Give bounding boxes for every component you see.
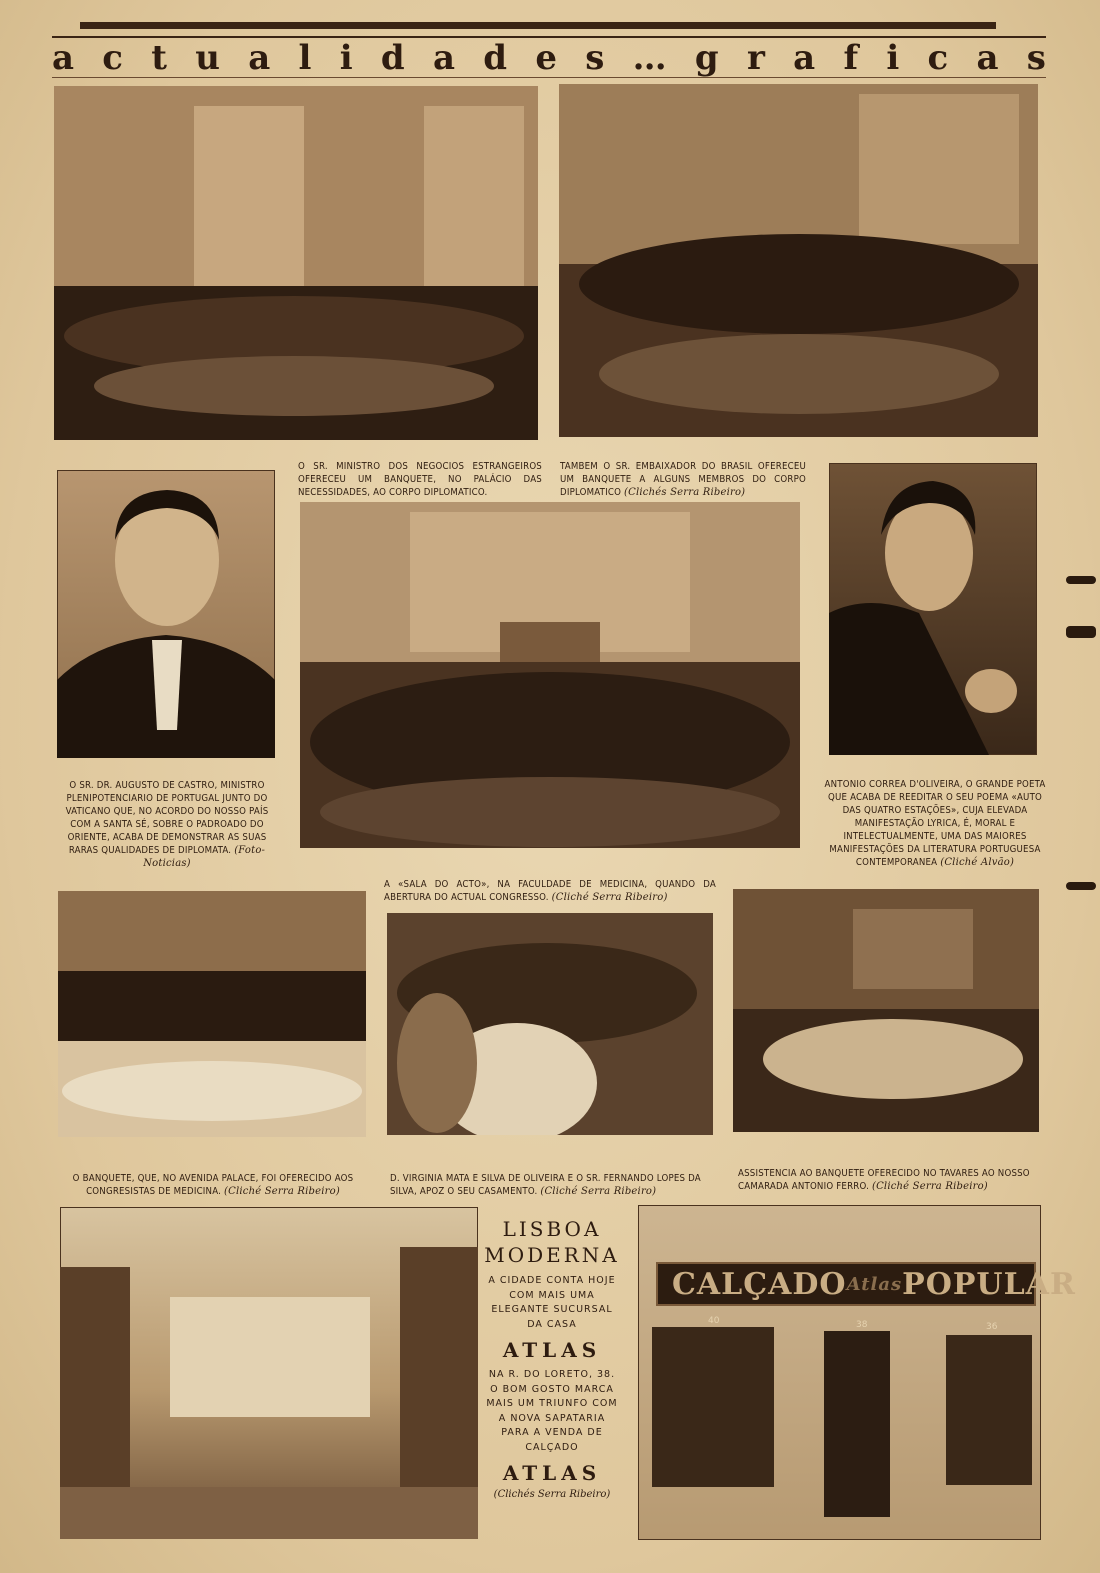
caption-text: O BANQUETE, QUE, NO AVENIDA PALACE, FOI OFERECIDO AOS CONGRESISTAS DE MEDICINA.: [72, 1173, 354, 1197]
masthead-letter: u: [195, 38, 220, 78]
street-number: 36: [986, 1322, 998, 1332]
sign-logo-text: Atlas: [846, 1273, 903, 1295]
masthead-letter: …: [632, 38, 667, 78]
masthead-letter: a: [432, 38, 455, 78]
ad-text: NA R. DO LORETO, 38. O BOM GOSTO MARCA MAIS UM TRIUNFO COM A NOVA SAPATARIA PARA A VENDA DE CALÇADO: [486, 1369, 618, 1453]
page-tear-mark: [1066, 882, 1096, 890]
photo-credit: (Clichés Serra Ribeiro): [493, 1489, 611, 1500]
photo-augusto-castro-portrait: [57, 470, 275, 758]
caption-tavares-banquet: [738, 1167, 1048, 1193]
masthead-letter: d: [483, 38, 508, 78]
masthead-letter: f: [843, 38, 859, 78]
photo-wedding: [387, 913, 713, 1135]
masthead-letter: i: [339, 38, 353, 78]
photo-credit: (Clichés Serra Ribeiro): [624, 487, 746, 498]
page-tear-mark: [1066, 626, 1096, 638]
caption-sala-do-acto: [384, 878, 716, 904]
photo-credit: (Cliché Serra Ribeiro): [551, 892, 668, 903]
masthead-letter: a: [248, 38, 271, 78]
atlas-advertisement: [484, 1210, 620, 1540]
photo-tavares-banquet: [733, 889, 1039, 1132]
caption-text: D. VIRGINIA MATA E SILVA DE OLIVEIRA E O SR. FERNANDO LOPES DA SILVA, APOZ O SEU CASAMENTO.: [390, 1173, 701, 1197]
masthead-letter: i: [886, 38, 900, 78]
photo-avenida-palace-banquet: [58, 891, 366, 1137]
photo-atlas-storefront: [638, 1205, 1041, 1540]
photo-credit: (Foto-Noticias): [143, 845, 266, 869]
masthead-letter: c: [102, 38, 123, 78]
caption-text: A «SALA DO ACTO», NA FACULDADE DE MEDICINA, QUANDO DA ABERTURA DO ACTUAL CONGRESSO.: [384, 879, 716, 903]
sign-text: POPULAR: [902, 1266, 1076, 1302]
caption-text: ANTONIO CORREA D'OLIVEIRA, O GRANDE POETA QUE ACABA DE REEDITAR O SEU POEMA «AUTO DAS QUATRO ESTAÇÕES», CUJA ELEVADA MANIFESTAÇÃO LYRICA, É, MORAL E INTELECTUALMENTE, UMA DAS MAIORES MANIFESTAÇÕES DA LITERATURA PORTUGUESA CONTEMPORANEA: [824, 779, 1046, 868]
ad-title-line: LISBOA: [502, 1217, 602, 1241]
masthead-letter: t: [151, 38, 167, 78]
masthead-letter: s: [585, 38, 605, 78]
masthead-letter: g: [694, 38, 719, 78]
ad-title-line: MODERNA: [484, 1243, 620, 1267]
masthead-letter: l: [298, 38, 312, 78]
street-number: 38: [856, 1320, 868, 1330]
masthead-letter: a: [793, 38, 816, 78]
ad-title: [484, 1216, 620, 1268]
masthead-letter: d: [380, 38, 405, 78]
photo-atlas-shop-interior: [60, 1207, 478, 1539]
caption-text: O SR. MINISTRO DOS NEGOCIOS ESTRANGEIROS OFERECEU UM BANQUETE, NO PALÁCIO DAS NECESSIDADES, AO CORPO DIPLOMATICO.: [298, 461, 542, 498]
sign-text: CALÇADO: [672, 1266, 847, 1302]
photo-ministry-banquet: [54, 86, 538, 440]
top-rule: [80, 22, 996, 29]
ad-brand: ATLAS: [502, 1461, 602, 1485]
caption-antonio-correa-oliveira: [820, 778, 1050, 869]
masthead-letter: s: [1026, 38, 1046, 78]
caption-text: TAMBEM O SR. EMBAIXADOR DO BRASIL OFERECEU UM BANQUETE A ALGUNS MEMBROS DO CORPO DIPLOMATICO: [560, 461, 806, 498]
photo-credit: (Cliché Serra Ribeiro): [224, 1186, 340, 1197]
page-tear-mark: [1066, 576, 1096, 584]
caption-wedding: [390, 1172, 726, 1198]
masthead-title: [52, 38, 1046, 78]
masthead-letter: r: [746, 38, 765, 78]
photo-credit: (Cliché Alvão): [940, 857, 1015, 868]
photo-embassy-banquet: [559, 84, 1038, 437]
caption-text: ASSISTENCIA AO BANQUETE OFERECIDO NO TAVARES AO NOSSO CAMARADA ANTONIO FERRO.: [738, 1168, 1030, 1192]
ad-text: A CIDADE CONTA HOJE COM MAIS UMA ELEGANTE SUCURSAL DA CASA: [488, 1275, 616, 1330]
masthead-letter: c: [927, 38, 949, 78]
photo-credit: (Cliché Serra Ribeiro): [540, 1186, 657, 1197]
caption-avenida-palace-banquet: [58, 1172, 368, 1198]
storefront-sign: [656, 1262, 1076, 1306]
street-number: 40: [708, 1316, 720, 1326]
photo-sala-do-acto: [300, 502, 800, 848]
masthead-letter: a: [976, 38, 999, 78]
caption-embassy-banquet: [560, 460, 806, 499]
ad-brand: ATLAS: [502, 1338, 602, 1362]
caption-ministry-banquet: [298, 460, 542, 499]
caption-augusto-castro: [54, 779, 280, 870]
masthead-letter: a: [52, 38, 75, 78]
photo-antonio-correa-oliveira: [829, 463, 1037, 755]
photo-credit: (Cliché Serra Ribeiro): [871, 1181, 988, 1192]
masthead-letter: e: [535, 38, 557, 78]
caption-text: O SR. DR. AUGUSTO DE CASTRO, MINISTRO PLENIPOTENCIARIO DE PORTUGAL JUNTO DO VATICANO QUE, NO ACORDO DO NOSSO PAÍS COM A SANTA SÉ, SOBRE O PADROADO DO ORIENTE, ACABA DE DEMONSTRAR AS SUAS RARAS QUALIDADES DE DIPLOMATA.: [65, 780, 269, 856]
